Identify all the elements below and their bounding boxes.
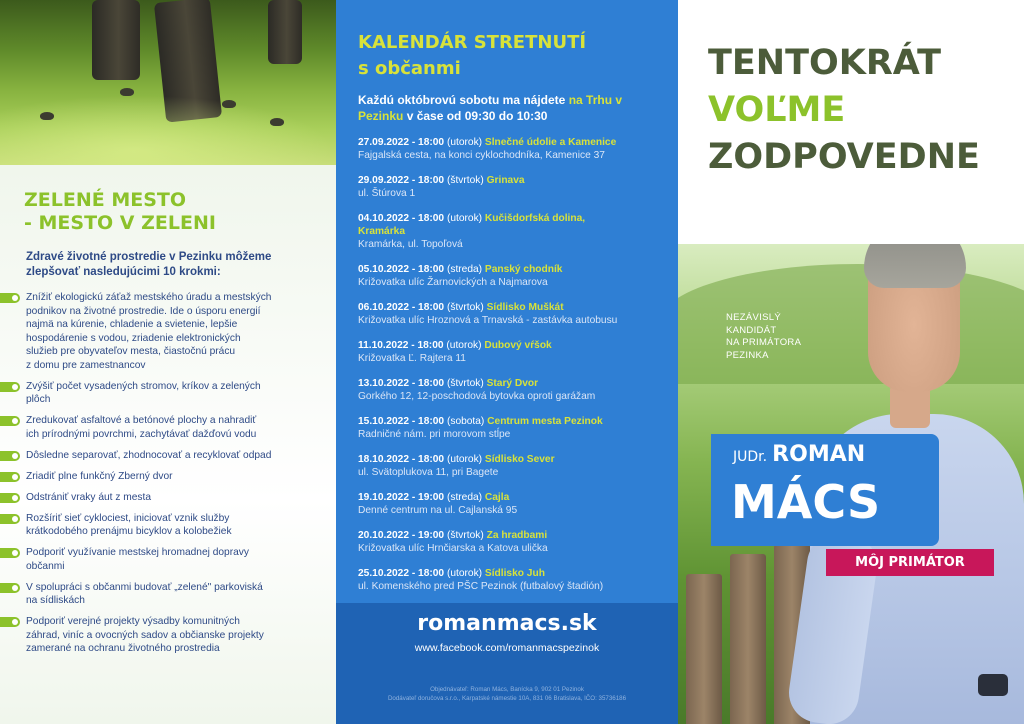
- step-line: Podporiť využívanie mestskej hromadnej dopravy: [26, 547, 249, 558]
- green-city-intro: Zdravé životné prostredie v Pezinku môžeme zlepšovať nasledujúcimi 10 krokmi:: [26, 251, 272, 278]
- meeting-calendar-panel: [336, 0, 678, 724]
- meeting-day: (štvrtok): [446, 530, 484, 541]
- candidate-hair: [864, 244, 966, 288]
- meeting-place: Slnečné údolie a Kamenice: [484, 137, 617, 148]
- meeting-header: [358, 491, 670, 504]
- meeting-address: Križovatka ulíc Hroznová a Trnavská - zastávka autobusu: [358, 315, 618, 326]
- step-line: záhrad, viníc a ovocných sadov a občianske projekty: [26, 629, 264, 641]
- meeting-item: [358, 453, 670, 479]
- meeting-item: [358, 377, 670, 403]
- meeting-header: [358, 136, 670, 149]
- step-line: podnikov na životné prostredie. Ide o úsporu energií: [26, 305, 261, 317]
- imprint-line: Objednávateľ: Roman Mács, Banícka 9, 902 01 Pezinok: [430, 686, 584, 693]
- meeting-header: [358, 377, 670, 390]
- duck: [222, 100, 236, 108]
- meeting-address: Gorkého 12, 12-poschodová bytovka oproti garážam: [358, 391, 596, 402]
- meeting-place: Centrum mesta Pezinok: [487, 416, 603, 427]
- meeting-date: 27.09.2022 - 18:00: [358, 137, 445, 148]
- green-bullet-icon: [0, 293, 20, 303]
- step-text: [26, 546, 322, 573]
- step-line: Dôsledne separovať, zhodnocovať a recyklovať odpad: [26, 449, 272, 461]
- step-line: Zredukovať asfaltové a betónové plochy a nahradiť: [26, 415, 257, 426]
- headline-line: TENTOKRÁT: [708, 43, 942, 83]
- wristwatch: [978, 674, 1008, 696]
- meeting-day: (utorok): [446, 454, 483, 465]
- title-line: ZELENÉ MESTO: [24, 189, 187, 211]
- meeting-header: [358, 263, 670, 276]
- meeting-date: 06.10.2022 - 18:00: [358, 302, 445, 313]
- meeting-address: Fajgalská cesta, na konci cyklochodníka, Kamenice 37: [358, 150, 605, 161]
- green-bullet-icon: [0, 382, 20, 392]
- meeting-day: (utorok): [446, 213, 483, 224]
- academic-title: JUDr.: [733, 449, 768, 465]
- green-city-title: [24, 189, 216, 235]
- meeting-place: Cajla: [484, 492, 510, 503]
- campaign-headline: [708, 40, 980, 181]
- meeting-header: [358, 453, 670, 466]
- step-line: zamerané na ochranu životného prostredia: [26, 643, 220, 654]
- step-line: krátkodobého prenájmu bicyklov a kolobežiek: [26, 526, 232, 537]
- duck: [270, 118, 284, 126]
- meeting-place: Grinava: [486, 175, 525, 186]
- headline-line: VOĽME: [708, 90, 846, 130]
- green-bullet-icon: [0, 451, 20, 461]
- meeting-address: ul. Komenského pred PŠC Pezinok (futbalový štadión): [358, 581, 604, 592]
- website-link[interactable]: romanmacs.sk: [417, 611, 597, 636]
- meeting-header: [358, 212, 670, 225]
- meeting-header: [358, 301, 670, 314]
- meeting-day: (utorok): [446, 340, 482, 351]
- meeting-address: ul. Štúrova 1: [358, 188, 416, 199]
- meeting-item: [358, 212, 670, 251]
- meeting-place: Za hradbami: [486, 530, 548, 541]
- meeting-address: Kramárka, ul. Topoľová: [358, 239, 463, 250]
- green-bullet-icon: [0, 548, 20, 558]
- title-and-first-name: [733, 442, 865, 467]
- name-box: [711, 434, 939, 546]
- meeting-item: [358, 567, 670, 593]
- step-line: služieb pre obyvateľov mesta, čiastočnú prácu: [26, 346, 236, 357]
- slogan: MÔJ PRIMÁTOR: [855, 555, 965, 570]
- step-text: [26, 615, 322, 656]
- tree-trunk: [268, 0, 302, 64]
- meeting-header: [358, 529, 670, 542]
- meeting-address: Križovatka ulíc Žarnovických a Najmarova: [358, 277, 548, 288]
- step-text: [26, 491, 322, 505]
- meeting-item: [358, 263, 670, 289]
- title-line: s občanmi: [358, 58, 461, 79]
- meeting-date: 29.09.2022 - 18:00: [358, 175, 445, 186]
- meeting-day: (utorok): [446, 137, 483, 148]
- step-line: Zvýšiť počet vysadených stromov, kríkov a zelených: [26, 380, 261, 392]
- meeting-date: 15.10.2022 - 18:00: [358, 416, 445, 427]
- step-text: [26, 581, 322, 608]
- imprint: [336, 685, 678, 703]
- meeting-day: (štvrtok): [446, 175, 484, 186]
- surname: MÁCS: [731, 475, 881, 529]
- green-city-content: [0, 165, 336, 724]
- meeting-header: [358, 174, 670, 187]
- meeting-place: Sídlisko Juh: [484, 568, 545, 579]
- duck: [40, 112, 54, 120]
- green-city-panel: [0, 0, 336, 724]
- meeting-address: Denné centrum na ul. Cajlanská 95: [358, 505, 518, 516]
- meeting-place: Dubový vŕšok: [484, 340, 552, 351]
- intro-text: Každú októbrovú sobotu ma nájdete: [358, 93, 569, 107]
- meeting-day: (streda): [446, 264, 483, 275]
- candidate-label-line: KANDIDÁT: [726, 324, 777, 336]
- step-text: [26, 414, 322, 441]
- meeting-item: [358, 339, 670, 365]
- duck: [120, 88, 134, 96]
- step-line: Podporiť verejné projekty výsadby komunitných: [26, 616, 240, 627]
- meeting-address: ul. Svätoplukova 11, pri Bagete: [358, 467, 499, 478]
- first-name: ROMAN: [772, 442, 866, 467]
- green-bullet-icon: [0, 472, 20, 482]
- meeting-place: Panský chodník: [484, 264, 563, 275]
- step-line: najmä na kúrenie, chladenie a svietenie, lepšie: [26, 319, 238, 330]
- calendar-intro: [358, 92, 663, 124]
- meeting-day: (streda): [446, 492, 483, 503]
- step-text: [26, 380, 322, 407]
- step-text: [26, 291, 322, 372]
- meeting-address: Radničné nám. pri morovom stĺpe: [358, 429, 511, 440]
- meeting-address: Križovatka ulíc Hrnčiarska a Katova ulička: [358, 543, 548, 554]
- step-line: Rozšíriť sieť cyklociest, iniciovať vznik služby: [26, 512, 230, 524]
- step-line: Odstrániť vraky áut z mesta: [26, 491, 151, 503]
- meeting-item: [358, 491, 670, 517]
- fence-post: [686, 574, 722, 724]
- calendar-title: [358, 30, 586, 82]
- imprint-line: Dodávateľ doručova s.r.o., Karpatské námestie 10A, 831 06 Bratislava, IČO: 35736186: [387, 695, 627, 702]
- meeting-date: 25.10.2022 - 18:00: [358, 568, 445, 579]
- fence-post: [730, 554, 766, 724]
- step-line: na sídliskách: [26, 595, 85, 606]
- green-bullet-icon: [0, 514, 20, 524]
- step-line: hospodárenie s vodou, zriadenie elektronických: [26, 332, 241, 344]
- green-bullet-icon: [0, 416, 20, 426]
- green-bullet-icon: [0, 493, 20, 503]
- tree-trunk: [92, 0, 140, 80]
- meeting-item: [358, 136, 670, 162]
- step-line: občanmi: [26, 560, 65, 572]
- meeting-date: 11.10.2022 - 18:00: [358, 340, 444, 351]
- green-bullet-icon: [0, 583, 20, 593]
- meeting-header: [358, 339, 670, 352]
- title-line: - MESTO V ZELENI: [24, 212, 216, 234]
- slogan-box: [826, 549, 994, 576]
- step-text: [26, 470, 322, 484]
- meeting-date: 04.10.2022 - 18:00: [358, 213, 445, 224]
- meeting-header: [358, 567, 670, 580]
- meeting-place: Starý Dvor: [486, 378, 539, 389]
- meeting-date: 18.10.2022 - 18:00: [358, 454, 445, 465]
- step-line: plôch: [26, 394, 51, 405]
- candidate-label: [726, 312, 801, 362]
- facebook-link[interactable]: www.facebook.com/romanmacspezinok: [414, 642, 600, 654]
- meeting-day: (štvrtok): [446, 378, 484, 389]
- candidate-panel: [678, 0, 1024, 724]
- step-line: ich prírodnými povrchmi, zachytávať dažďovú vodu: [26, 428, 257, 440]
- meeting-address: Križovatka Ľ. Rajtera 11: [358, 353, 466, 364]
- step-text: [26, 449, 322, 463]
- meeting-day: (sobota): [446, 416, 485, 427]
- meeting-place: Sídlisko Muškát: [486, 302, 564, 313]
- meeting-item: [358, 301, 670, 327]
- step-line: Znížiť ekologickú záťaž mestského úradu a mestských: [26, 292, 272, 303]
- headline-line: ZODPOVEDNE: [708, 137, 980, 177]
- step-text: [26, 512, 322, 539]
- title-line: KALENDÁR STRETNUTÍ: [358, 32, 587, 53]
- meeting-date: 20.10.2022 - 19:00: [358, 530, 445, 541]
- meeting-day: (štvrtok): [446, 302, 484, 313]
- green-bullet-icon: [0, 617, 20, 627]
- step-line: V spolupráci s občanmi budovať „zelené" parkoviská: [26, 581, 263, 593]
- park-photo: [0, 0, 336, 165]
- meeting-place: Kramárka: [358, 226, 406, 237]
- sunlit-lawn: [0, 95, 336, 165]
- intro-text: v čase od 09:30 do 10:30: [403, 109, 548, 123]
- step-line: Zriadiť plne funkčný Zberný dvor: [26, 470, 173, 482]
- meeting-header: [358, 415, 670, 428]
- intro-highlight: na Trhu v Pezinku: [358, 93, 623, 123]
- candidate-label-line: NA PRIMÁTORA: [726, 337, 802, 348]
- meeting-date: 19.10.2022 - 19:00: [358, 492, 445, 503]
- candidate-label-line: PEZINKA: [726, 349, 769, 361]
- candidate-label-line: NEZÁVISLÝ: [726, 312, 781, 323]
- meeting-day: (utorok): [446, 568, 483, 579]
- meeting-item: [358, 415, 670, 441]
- meeting-date: 05.10.2022 - 18:00: [358, 264, 445, 275]
- meeting-place: Sídlisko Sever: [484, 454, 555, 465]
- step-line: z domu pre zamestnancov: [26, 359, 146, 371]
- meeting-item: [358, 529, 670, 555]
- meeting-place: Kučišdorfská dolina,: [484, 213, 586, 224]
- meeting-date: 13.10.2022 - 18:00: [358, 378, 445, 389]
- meeting-item: [358, 174, 670, 200]
